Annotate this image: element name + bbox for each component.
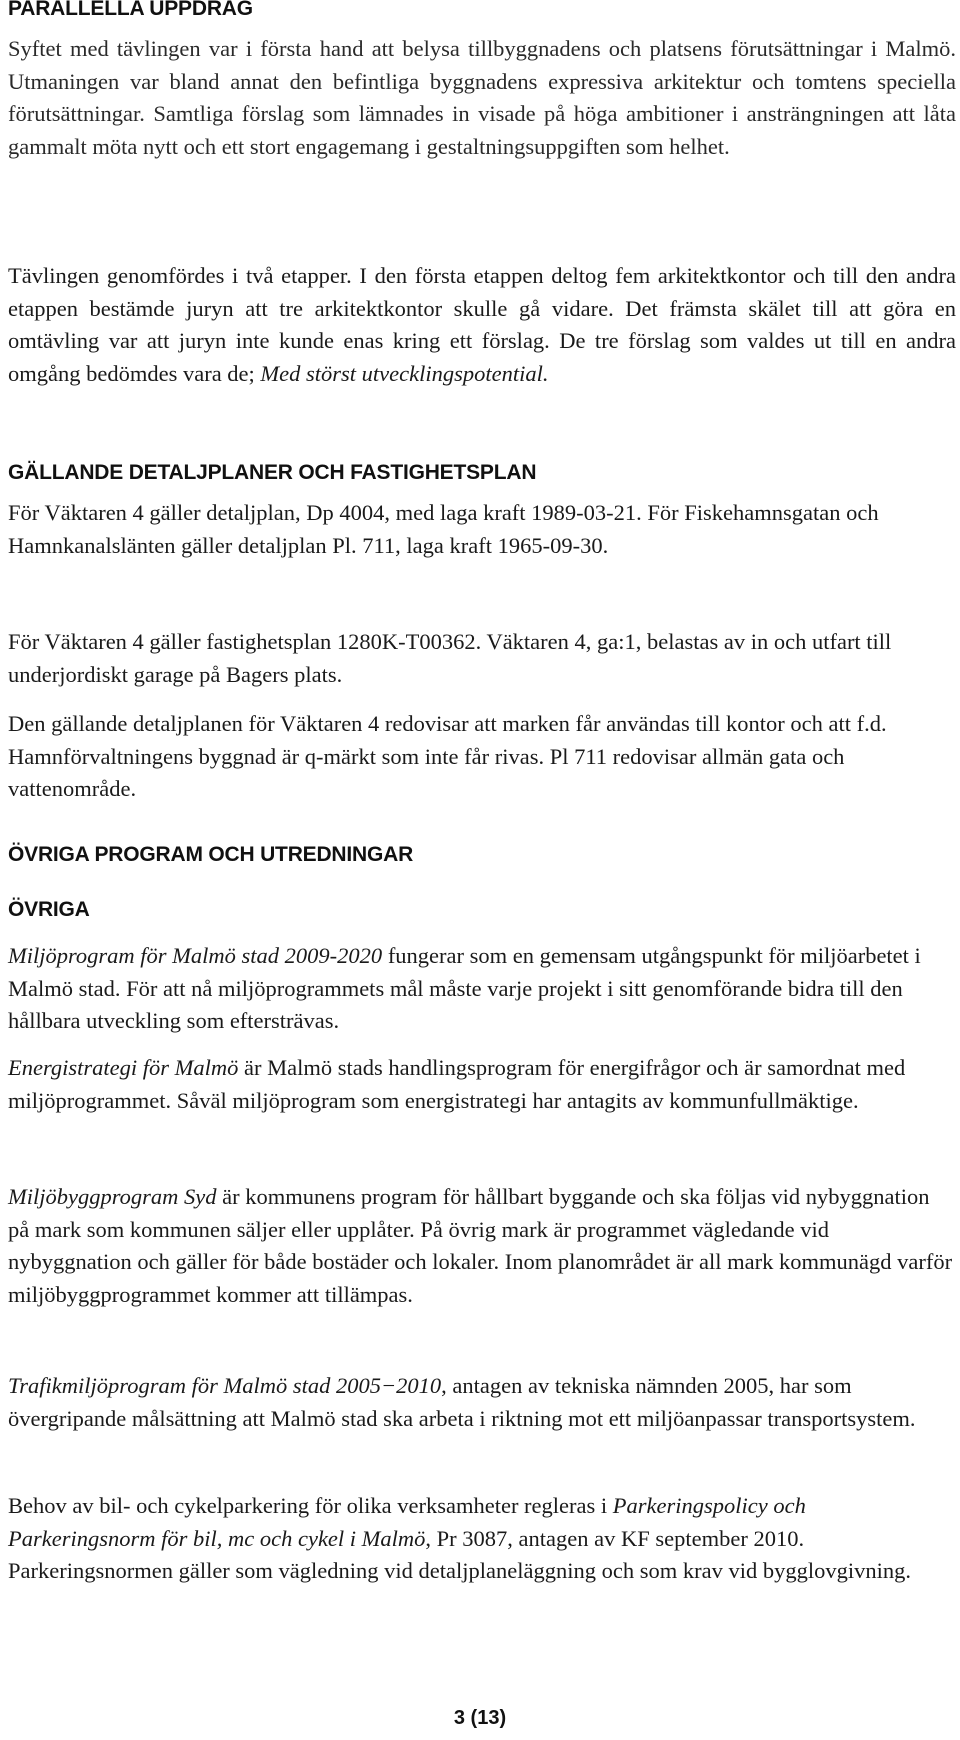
paragraph-tavlingen <box>8 260 956 390</box>
paragraph-energistrategi <box>8 1052 956 1117</box>
paragraph-syftet: Syftet med tävlingen var i första hand att belysa tillbyggnadens och platsens förutsättningar i Malmö. Utmaningen var bland annat den befintliga byggnadens expressiva arkitektur och tomtens speciella förutsättningar. Samtliga förslag som lämnades in visade på höga ambitioner i ansträngningen att låta gammalt möta nytt och ett stort engagemang i gestaltningsuppgiften som helhet. <box>8 36 956 159</box>
paragraph-gallande-detaljplan: Den gällande detaljplanen för Väktaren 4 redovisar att marken får användas till kontor och att f.d. Hamnförvaltningens byggnad är q-märkt som inte får rivas. Pl 711 redovisar allmän gata och vattenområde. <box>8 711 887 801</box>
paragraph-text: Tävlingen genomfördes i två etapper. I den första etappen deltog fem arkitektkontor och till den andra etappen bestämde juryn att tre arkitektkontor skulle gå vidare. Det främsta skälet till att göra en omtävling var att juryn inte kunde enas kring ett förslag. De tre förslag som valdes ut till en andra omgång bedömdes vara de; <box>8 263 956 386</box>
italic-phrase-utvecklingspotential: Med störst utvecklingspotential. <box>260 360 549 386</box>
section-heading-ovriga-program: ÖVRIGA PROGRAM OCH UTREDNINGAR <box>8 843 414 866</box>
paragraph-fastighetsplan: För Väktaren 4 gäller fastighetsplan 1280K-T00362. Väktaren 4, ga:1, belastas av in och utfart till underjordiskt garage på Bagers plats. <box>8 629 892 687</box>
paragraph-text: är Malmö stads handlingsprogram för energifrågor och är samordnat med miljöprogrammet. Såväl miljöprogram som energistrategi har antagits av kommunfullmäktige. <box>8 1055 906 1113</box>
page-number: 3 (13) <box>453 1707 507 1729</box>
paragraph-trafikmiljoprogram <box>8 1370 956 1435</box>
italic-title-energistrategi: Energistrategi för Malmö <box>8 1055 239 1080</box>
paragraph-miljoprogram <box>8 940 956 1038</box>
italic-title-miljobyggprogram: Miljöbyggprogram Syd <box>8 1184 217 1209</box>
section-heading-parallella-uppdrag: PARALLELLA UPPDRAG <box>8 0 253 20</box>
paragraph-detaljplan: För Väktaren 4 gäller detaljplan, Dp 4004, med laga kraft 1989-03-21. För Fiskehamnsgatan och Hamnkanalslänten gäller detaljplan Pl. 711, laga kraft 1965-09-30. <box>8 500 879 558</box>
italic-title-miljoprogram: Miljöprogram för Malmö stad 2009-2020 <box>8 943 383 968</box>
paragraph-parkering <box>8 1490 956 1588</box>
subsection-heading-ovriga: ÖVRIGA <box>8 898 90 921</box>
paragraph-miljobyggprogram <box>8 1181 956 1311</box>
paragraph-text: Behov av bil- och cykelparkering för olika verksamheter regleras i <box>8 1493 613 1518</box>
italic-title-parkeringspolicy: Parkeringspolicy och Parkeringsnorm för bil, mc och cykel i Malmö <box>8 1493 806 1551</box>
paragraph-text: fungerar som en gemensam utgångspunkt för miljöarbetet i Malmö stad. För att nå miljöprogrammets mål måste varje projekt i sitt genomförande bidra till den hållbara utveckling som eftersträvas. <box>8 943 921 1033</box>
paragraph-text: , Pr 3087, antagen av KF september 2010. Parkeringsnormen gäller som vägledning vid detaljplaneläggning och som krav vid bygglovgivning. <box>8 1525 911 1583</box>
paragraph-text: , antagen av tekniska nämnden 2005, har som övergripande målsättning att Malmö stad ska arbeta i riktning mot ett miljöanpassar transportsystem. <box>8 1373 916 1431</box>
section-heading-detaljplaner: GÄLLANDE DETALJPLANER OCH FASTIGHETSPLAN <box>8 461 537 484</box>
paragraph-text: är kommunens program för hållbart byggande och ska följas vid nybyggnation på mark som kommunen säljer eller upplåter. På övrig mark är programmet vägledande vid nybyggnation och gäller för både bostäder och lokaler. Inom planområdet är all mark kommunägd varför miljöbyggprogrammet kommer att tillämpas. <box>8 1184 953 1307</box>
italic-title-trafikmiljoprogram: Trafikmiljöprogram för Malmö stad 2005−2010 <box>8 1373 442 1398</box>
